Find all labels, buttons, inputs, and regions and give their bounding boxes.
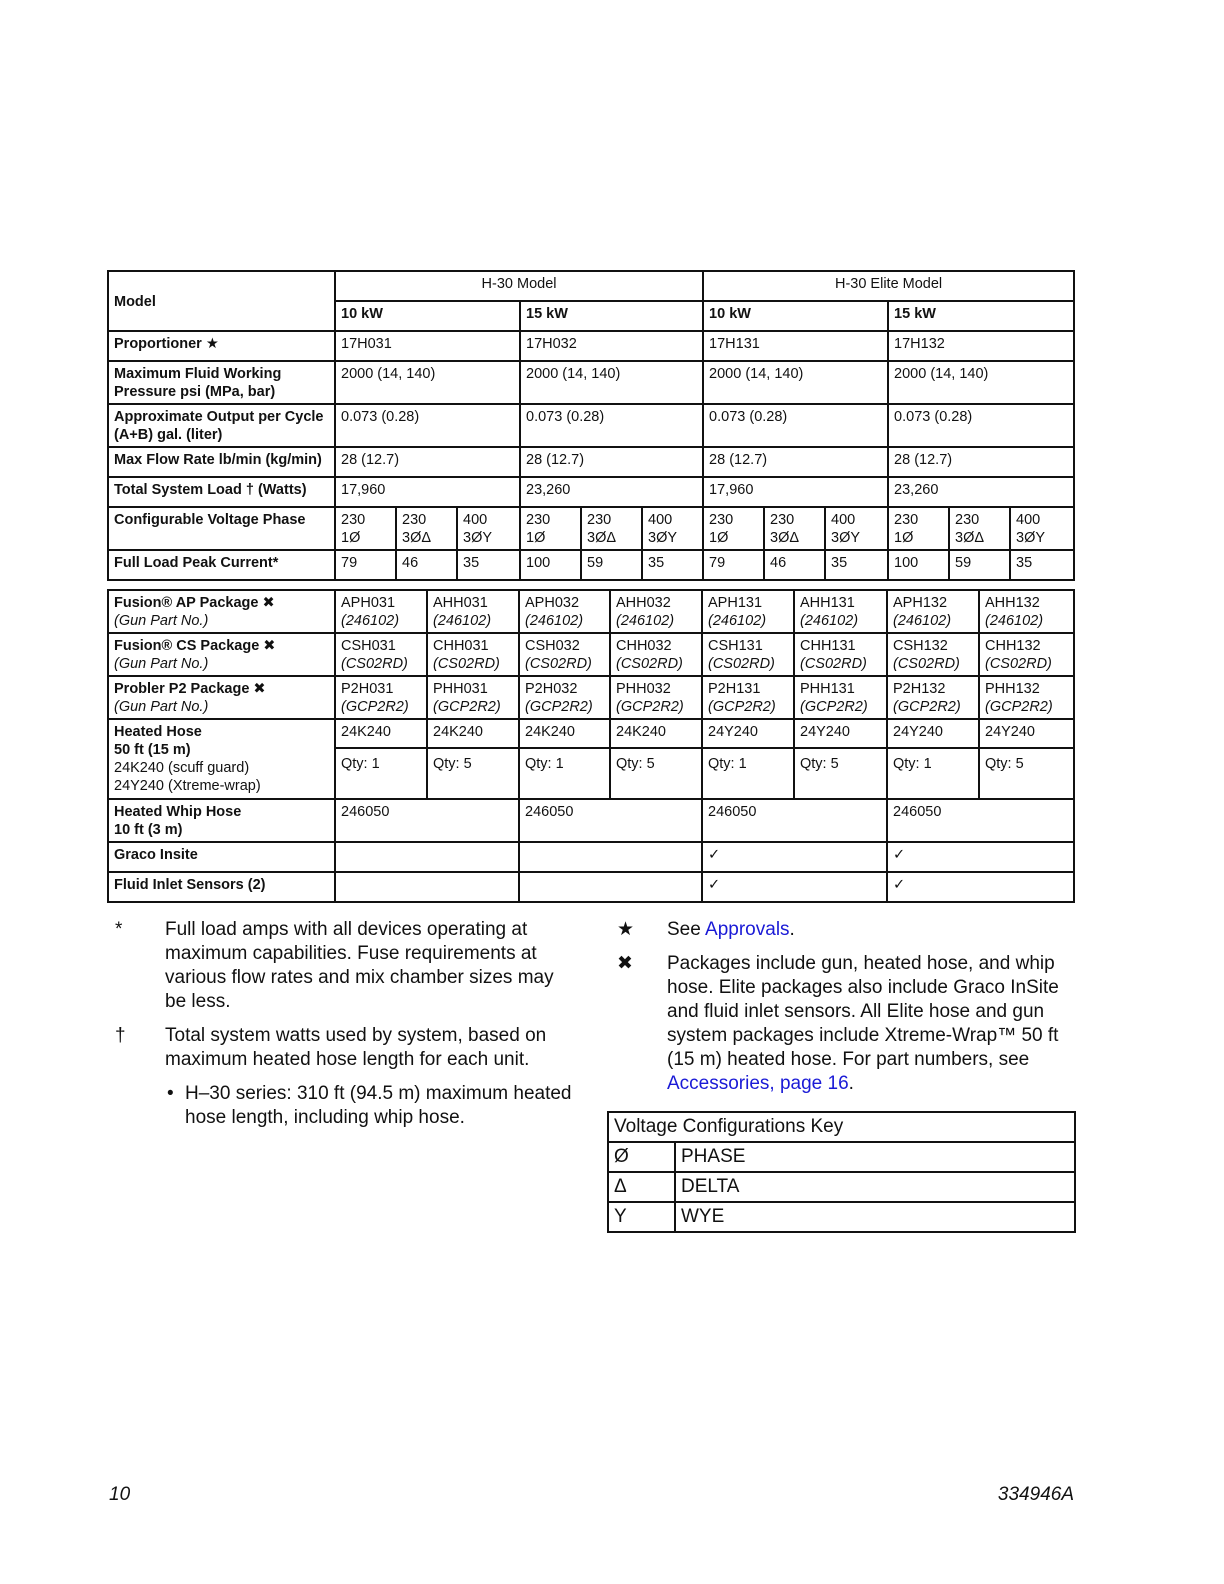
table-cell: 0.073 (0.28) (335, 404, 520, 447)
voltage-key-title: Voltage Configurations Key (608, 1112, 1075, 1142)
table-row (108, 331, 1074, 361)
row-label: Fluid Inlet Sensors (2) (108, 872, 335, 902)
package-cell: APH131 (246102) (702, 590, 794, 633)
approvals-link[interactable]: Approvals (705, 919, 790, 940)
table-cell: 79 (335, 550, 396, 580)
package-cell: AHH131 (246102) (794, 590, 887, 633)
hose-cell: 24K240 Qty: 5 (610, 719, 702, 799)
table-cell: 100 (888, 550, 949, 580)
hose-cell: 24K240 Qty: 1 (335, 719, 427, 799)
row-label: Maximum Fluid Working Pressure psi (MPa, bar) (108, 361, 335, 404)
package-label: Fusion® CS Package ✖ (Gun Part No.) (108, 633, 335, 676)
table-row (108, 507, 1074, 550)
package-cell: APH032 (246102) (519, 590, 610, 633)
table-row (108, 447, 1074, 477)
table-cell: 17,960 (703, 477, 888, 507)
voltage-phase-cell: 400 3ØY (457, 507, 520, 550)
table-cell: 17H132 (888, 331, 1074, 361)
package-cell: AHH032 (246102) (610, 590, 702, 633)
voltage-phase-cell: 230 3ØΔ (949, 507, 1010, 550)
power-header: 10 kW (703, 301, 888, 331)
hose-cell: 24Y240 Qty: 1 (887, 719, 979, 799)
table-cell: 46 (764, 550, 825, 580)
footnote (107, 1024, 577, 1072)
table-cell: 28 (12.7) (888, 447, 1074, 477)
list-item (165, 1082, 577, 1130)
hose-cell: 24Y240 Qty: 5 (794, 719, 887, 799)
hose-cell: 24K240 Qty: 1 (519, 719, 610, 799)
table-cell: 2000 (14, 140) (888, 361, 1074, 404)
row-label: Full Load Peak Current* (108, 550, 335, 580)
package-cell: CSH131 (CS02RD) (702, 633, 794, 676)
table-row (108, 799, 1074, 842)
package-cell: CSH032 (CS02RD) (519, 633, 610, 676)
table-cell: PHASE (675, 1142, 1075, 1172)
table-row (108, 842, 1074, 872)
table-row (108, 633, 1074, 676)
table-cell: 2000 (14, 140) (703, 361, 888, 404)
check-icon: ✓ (702, 872, 887, 902)
table-cell: 17H032 (520, 331, 703, 361)
package-cell: CHH032 (CS02RD) (610, 633, 702, 676)
row-label: Configurable Voltage Phase (108, 507, 335, 550)
bullet-icon: • (167, 1083, 174, 1104)
table-row (108, 361, 1074, 404)
model-header: Model (108, 271, 335, 331)
asterisk-symbol: * (115, 919, 123, 940)
check-icon: ✓ (887, 842, 1074, 872)
package-cell: P2H032 (GCP2R2) (519, 676, 610, 719)
dagger-symbol: † (115, 1025, 126, 1046)
table-cell (335, 872, 519, 902)
row-label: Approximate Output per Cycle (A+B) gal. (liter) (108, 404, 335, 447)
table-row (608, 1142, 1075, 1172)
table-cell: 17H131 (703, 331, 888, 361)
package-table (107, 589, 1075, 903)
delta-symbol: Δ (608, 1172, 675, 1202)
hose-cell: 24Y240 Qty: 5 (979, 719, 1074, 799)
h30-model-header: H-30 Model (335, 271, 703, 301)
table-cell (519, 872, 702, 902)
voltage-phase-cell: 400 3ØY (642, 507, 703, 550)
package-cell: PHH032 (GCP2R2) (610, 676, 702, 719)
star-icon: ★ (617, 919, 635, 940)
package-cell: PHH132 (GCP2R2) (979, 676, 1074, 719)
table-cell: 35 (825, 550, 888, 580)
package-cell: P2H031 (GCP2R2) (335, 676, 427, 719)
footnote (617, 952, 1075, 1096)
footnote (107, 918, 577, 1014)
whip-hose-label: Heated Whip Hose 10 ft (3 m) (108, 799, 335, 842)
table-cell: 28 (12.7) (335, 447, 520, 477)
voltage-phase-cell: 230 3ØΔ (396, 507, 457, 550)
table-cell (335, 842, 519, 872)
package-cell: APH031 (246102) (335, 590, 427, 633)
package-cell: CHH132 (CS02RD) (979, 633, 1074, 676)
row-label: Proportioner ★ (108, 331, 335, 361)
table-cell: 246050 (335, 799, 519, 842)
table-row (608, 1172, 1075, 1202)
cross-icon: ✖ (617, 953, 633, 974)
voltage-phase-cell: 230 1Ø (520, 507, 581, 550)
document-number: 334946A (997, 1484, 1074, 1505)
voltage-phase-cell: 230 1Ø (703, 507, 764, 550)
power-header: 15 kW (520, 301, 703, 331)
voltage-phase-cell: 400 3ØY (825, 507, 888, 550)
voltage-phase-cell: 230 1Ø (335, 507, 396, 550)
footnote-text: See Approvals. (667, 919, 795, 940)
table-cell: 59 (581, 550, 642, 580)
phase-symbol: Ø (608, 1142, 675, 1172)
footnote-text: Full load amps with all devices operating at maximum capabilities. Fuse requirements at various flow rates and mix chamber sizes may be less. (165, 919, 554, 1012)
row-label: Max Flow Rate lb/min (kg/min) (108, 447, 335, 477)
table-cell: 246050 (519, 799, 702, 842)
h30-elite-model-header: H-30 Elite Model (703, 271, 1074, 301)
footnote-text: Total system watts used by system, based on maximum heated hose length for each unit. (165, 1025, 547, 1070)
table-cell: 23,260 (888, 477, 1074, 507)
accessories-link[interactable]: Accessories, page 16 (667, 1073, 849, 1094)
table-row (108, 590, 1074, 633)
table-cell: 2000 (14, 140) (335, 361, 520, 404)
check-icon: ✓ (702, 842, 887, 872)
table-cell: DELTA (675, 1172, 1075, 1202)
package-label: Fusion® AP Package ✖ (Gun Part No.) (108, 590, 335, 633)
table-cell: 0.073 (0.28) (520, 404, 703, 447)
table-cell: 79 (703, 550, 764, 580)
table-row (108, 872, 1074, 902)
package-cell: PHH031 (GCP2R2) (427, 676, 519, 719)
table-cell: 0.073 (0.28) (703, 404, 888, 447)
package-cell: CHH131 (CS02RD) (794, 633, 887, 676)
voltage-phase-cell: 230 3ØΔ (764, 507, 825, 550)
table-cell: 2000 (14, 140) (520, 361, 703, 404)
package-cell: AHH132 (246102) (979, 590, 1074, 633)
check-icon: ✓ (887, 872, 1074, 902)
table-cell: 17H031 (335, 331, 520, 361)
wye-symbol: Y (608, 1202, 675, 1232)
footnote (617, 918, 1075, 942)
bullet-text: H–30 series: 310 ft (94.5 m) maximum heated hose length, including whip hose. (185, 1083, 572, 1128)
hose-cell: 24K240 Qty: 5 (427, 719, 519, 799)
package-label: Probler P2 Package ✖ (Gun Part No.) (108, 676, 335, 719)
table-cell: 23,260 (520, 477, 703, 507)
voltage-phase-cell: 230 3ØΔ (581, 507, 642, 550)
package-cell: P2H131 (GCP2R2) (702, 676, 794, 719)
package-cell: APH132 (246102) (887, 590, 979, 633)
table-cell: 59 (949, 550, 1010, 580)
table-row (108, 550, 1074, 580)
power-header: 15 kW (888, 301, 1074, 331)
table-cell: 0.073 (0.28) (888, 404, 1074, 447)
table-row (108, 404, 1074, 447)
table-cell: 35 (457, 550, 520, 580)
package-cell: PHH131 (GCP2R2) (794, 676, 887, 719)
package-cell: CSH031 (CS02RD) (335, 633, 427, 676)
table-row (608, 1202, 1075, 1232)
table-row (108, 719, 1074, 799)
footnotes-left (107, 918, 577, 1130)
page-number: 10 (109, 1484, 131, 1505)
package-cell: P2H132 (GCP2R2) (887, 676, 979, 719)
footnotes-right (617, 918, 1075, 1106)
table-cell: 100 (520, 550, 581, 580)
package-cell: CSH132 (CS02RD) (887, 633, 979, 676)
package-cell: CHH031 (CS02RD) (427, 633, 519, 676)
hose-cell: 24Y240 Qty: 1 (702, 719, 794, 799)
table-row (108, 477, 1074, 507)
footnote-text: Packages include gun, heated hose, and whip hose. Elite packages also include Graco InSite and fluid inlet sensors. All Elite hose and gun system packages include Xtreme-Wrap™ 50 ft (15 m) heated hose. For part numbers, see Accessories, page 16. (667, 953, 1059, 1094)
table-cell: 35 (1010, 550, 1074, 580)
heated-hose-label: Heated Hose 50 ft (15 m) 24K240 (scuff guard) 24Y240 (Xtreme-wrap) (108, 719, 335, 799)
row-label: Graco Insite (108, 842, 335, 872)
power-header: 10 kW (335, 301, 520, 331)
table-cell: WYE (675, 1202, 1075, 1232)
voltage-key-table (607, 1111, 1076, 1233)
voltage-phase-cell: 400 3ØY (1010, 507, 1074, 550)
table-cell: 246050 (887, 799, 1074, 842)
table-cell: 28 (12.7) (520, 447, 703, 477)
package-cell: AHH031 (246102) (427, 590, 519, 633)
table-cell: 246050 (702, 799, 887, 842)
voltage-phase-cell: 230 1Ø (888, 507, 949, 550)
table-cell: 46 (396, 550, 457, 580)
table-row (108, 676, 1074, 719)
table-cell: 28 (12.7) (703, 447, 888, 477)
row-label: Total System Load † (Watts) (108, 477, 335, 507)
table-cell: 17,960 (335, 477, 520, 507)
spec-table (107, 270, 1075, 581)
table-cell (519, 842, 702, 872)
table-cell: 35 (642, 550, 703, 580)
